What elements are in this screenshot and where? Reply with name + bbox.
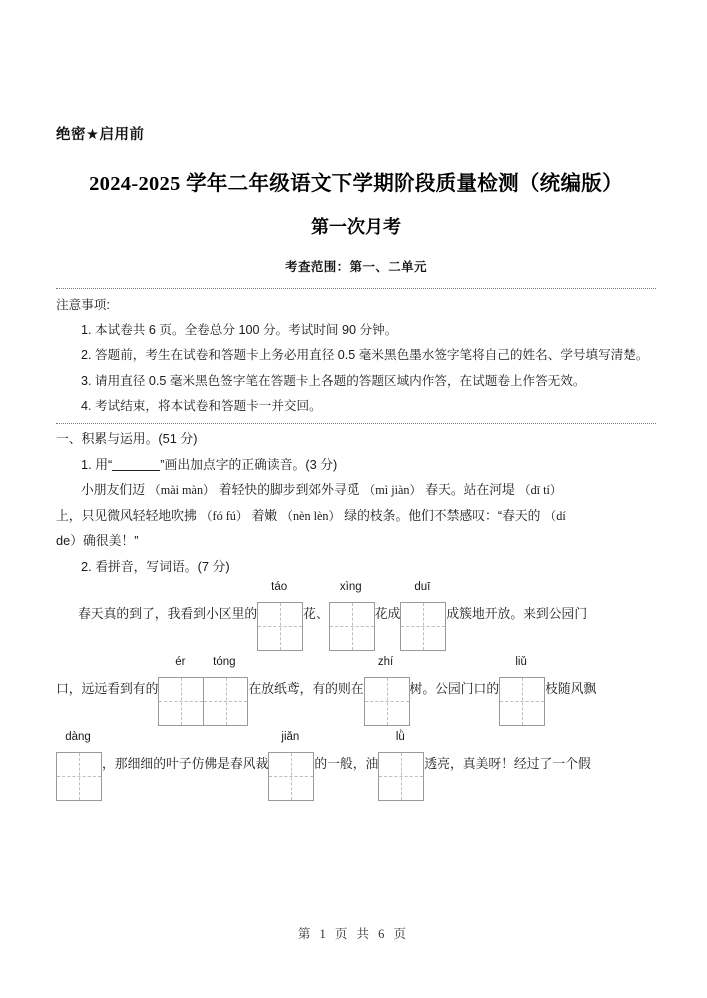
tianzige-group[interactable] — [378, 752, 424, 801]
tianzige-cell[interactable] — [330, 603, 374, 650]
writing-row-text: 的一般，油 — [314, 755, 379, 771]
tianzige-cell[interactable] — [269, 753, 313, 800]
question-1-body-line-2 — [56, 503, 656, 529]
tianzige-group[interactable] — [56, 752, 102, 801]
pinyin-label: duī — [414, 580, 431, 593]
tianzige-group[interactable] — [329, 602, 375, 651]
tianzige-cell[interactable] — [401, 603, 445, 650]
section-one-heading: 一、积累与运用。(51 分) — [56, 430, 198, 446]
writing-row — [56, 730, 656, 805]
tianzige-group[interactable] — [364, 677, 410, 726]
q1-prompt-after: ”画出加点字的正确读音。(3 分) — [160, 456, 338, 472]
q1-l2-a: 上，只见微风轻轻地吹拂 — [56, 507, 197, 523]
answer-blank-line — [112, 470, 160, 471]
writing-row-text: 花成 — [374, 605, 401, 621]
pinyin-label: ér — [175, 655, 186, 668]
q1-prompt-before: 1. 用“ — [81, 456, 113, 472]
pinyin-label: dàng — [65, 730, 91, 743]
page-content — [56, 0, 656, 805]
pinyin-label: liǔ — [515, 655, 527, 668]
tianzige-group[interactable] — [158, 677, 248, 726]
writing-row-text: 透亮，真美呀！经过了一个假 — [424, 755, 591, 771]
writing-row-text: 在放纸鸢，有的则在 — [248, 680, 364, 696]
exam-subtitle: 第一次月考 — [311, 217, 401, 237]
instructions-block — [56, 293, 656, 419]
writing-row-text: 成簇地开放。来到公园门 — [446, 605, 588, 621]
question-1-body-line-3: de）确很美！” — [56, 533, 139, 549]
pinyin-label: lǜ — [395, 730, 405, 743]
writing-row-text: 春天真的到了，我看到小区里的 — [78, 605, 258, 621]
q1-l1-py1: （mài màn） — [148, 483, 216, 498]
instruction-item-4: 4. 考试结束，将本试卷和答题卡一并交回。 — [81, 398, 322, 413]
tianzige-cell[interactable] — [57, 753, 101, 800]
pinyin-label: tóng — [213, 655, 236, 668]
q1-l1-b: 着轻快的脚步到郊外寻觅 — [218, 482, 360, 498]
q1-l2-c: 绿的枝条。他们不禁感叹：“春天的 — [344, 507, 541, 523]
pinyin-label: zhí — [377, 655, 394, 668]
secret-notice: 绝密★启用前 — [56, 127, 145, 143]
writing-row-text: ，那细细的叶子仿佛是春风裁 — [102, 755, 269, 771]
divider-top — [56, 288, 656, 289]
writing-row — [56, 580, 656, 655]
pinyin-label: jiǎn — [281, 730, 300, 743]
question-1-body-line-1 — [56, 477, 656, 503]
q1-l1-a: 小朋友们迈 — [81, 482, 145, 498]
writing-row-text: 花、 — [303, 605, 329, 621]
tianzige-group[interactable] — [268, 752, 314, 801]
writing-row-text: 枝随风飘 — [545, 680, 597, 696]
tianzige-group[interactable] — [499, 677, 545, 726]
writing-grid-rows — [56, 580, 656, 805]
question-2-prompt: 2. 看拼音，写词语。(7 分) — [81, 558, 230, 574]
q1-l1-c: 春天。站在河堤 — [425, 482, 515, 498]
page-title: 2024-2025 学年二年级语文下学期阶段质量检测（统编版） — [89, 173, 623, 195]
tianzige-group[interactable] — [257, 602, 303, 651]
page-footer: 第 1 页 共 6 页 — [297, 927, 410, 941]
instruction-item-3: 3. 请用直径 0.5 毫米黑色签字笔在答题卡上各题的答题区域内作答，在试题卷上作答无效。 — [81, 373, 586, 388]
pinyin-label: táo — [271, 580, 288, 593]
tianzige-cell[interactable] — [500, 678, 544, 725]
q1-l2-b: 着嫩 — [251, 507, 278, 523]
q1-l2-py1: （fó fú） — [200, 508, 249, 523]
tianzige-cell[interactable] — [203, 678, 247, 725]
instructions-heading: 注意事项: — [56, 298, 110, 312]
writing-row-text: 树。公园门口的 — [409, 680, 500, 696]
q1-l1-py2: （mì jiàn） — [363, 483, 422, 498]
pinyin-label: xìng — [339, 580, 362, 593]
instruction-item-2: 2. 答题前，考生在试卷和答题卡上务必用直径 0.5 毫米黑色墨水签字笔将自己的姓名、学号填写清楚。 — [81, 348, 649, 363]
tianzige-group[interactable] — [400, 602, 446, 651]
tianzige-cell[interactable] — [258, 603, 302, 650]
q1-l2-py3: （dí — [544, 508, 566, 523]
question-1-prompt — [56, 452, 656, 478]
exam-scope: 考查范围：第一、二单元 — [285, 260, 427, 274]
writing-row — [56, 655, 656, 730]
divider-bottom — [56, 423, 656, 424]
writing-row-text: 口，远远看到有的 — [56, 680, 159, 696]
tianzige-cell[interactable] — [365, 678, 409, 725]
q1-l1-py3: （dī tí） — [518, 483, 563, 498]
instruction-item-1: 1. 本试卷共 6 页。全卷总分 100 分。考试时间 90 分钟。 — [81, 323, 398, 338]
tianzige-cell[interactable] — [379, 753, 423, 800]
tianzige-cell[interactable] — [159, 678, 203, 725]
q1-l2-py2: （nèn lèn） — [280, 508, 341, 523]
